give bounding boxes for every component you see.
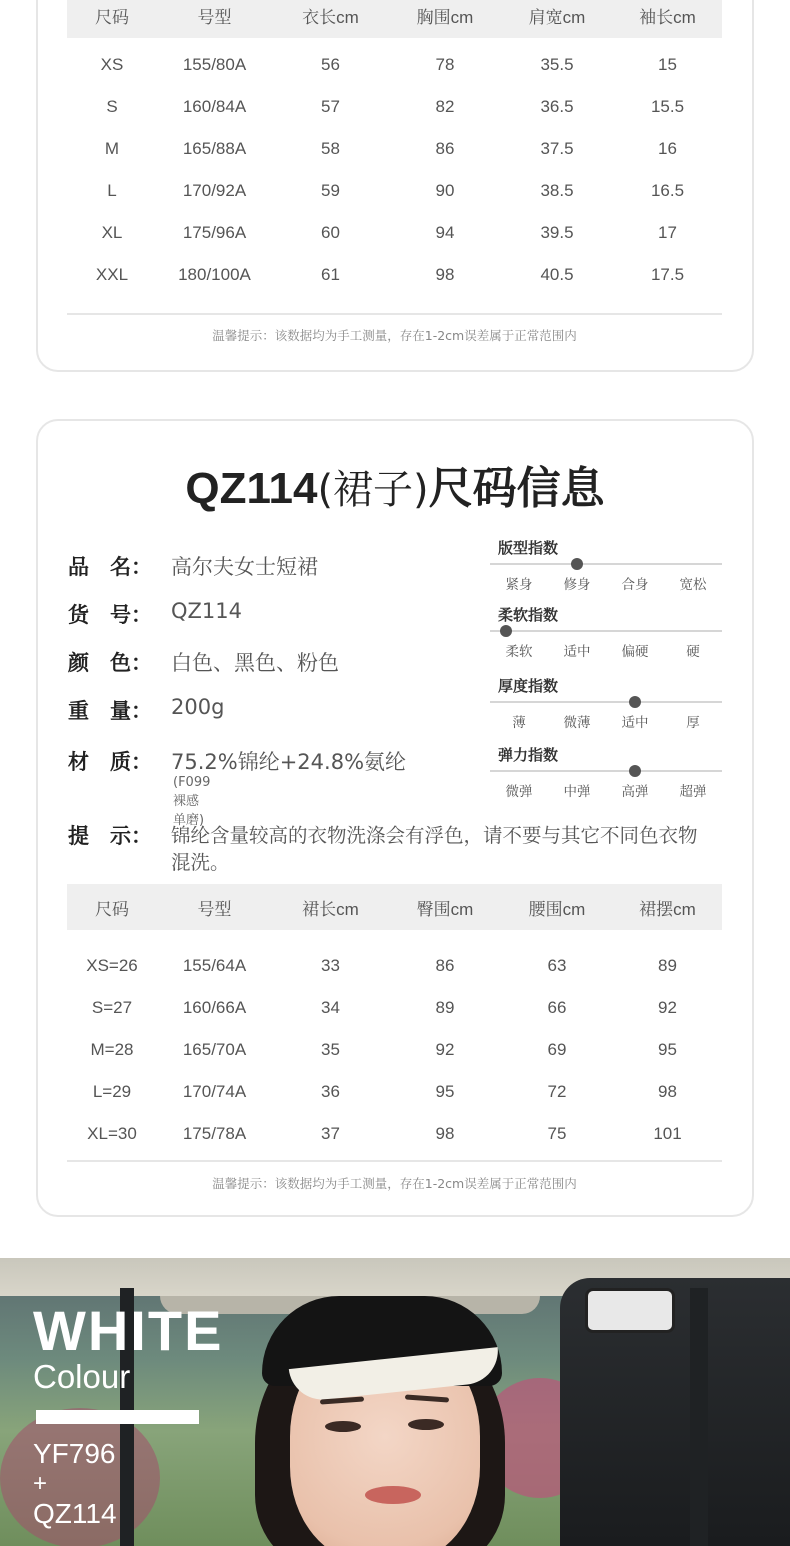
table-row [67, 170, 722, 212]
table-body [67, 38, 722, 296]
table-row [67, 987, 722, 1029]
table-cell: 98 [435, 1124, 455, 1143]
table-cell: 165/88A [182, 139, 247, 158]
table-cell: 58 [321, 139, 340, 158]
index-option: 合身 [621, 577, 649, 593]
table-cell: 101 [653, 1124, 682, 1143]
table-cell: 15 [658, 55, 677, 74]
info-value-line2: 混洗。 [171, 851, 230, 874]
table-row [67, 945, 722, 987]
table-row [67, 44, 722, 86]
table-cell: 39.5 [540, 223, 574, 242]
table-cell: 36.5 [540, 97, 574, 116]
table-cell: 37.5 [540, 139, 574, 158]
color-subtitle: Colour [33, 1358, 131, 1395]
index-indicator-dot [500, 625, 512, 637]
table-cell: 17 [658, 223, 677, 242]
table-cell: 170/92A [182, 181, 247, 200]
table-cell: S=27 [91, 998, 133, 1017]
table-cell: 15.5 [650, 97, 685, 116]
table-cell: 155/80A [182, 55, 247, 74]
table-cell: M=28 [90, 1040, 134, 1059]
measurement-note: 温馨提示：该数据均为手工测量，存在1-2cm误差属于正常范围内 [212, 328, 577, 343]
table-cell: 72 [547, 1082, 567, 1101]
table-cell: 35 [321, 1040, 340, 1059]
top-size-table [67, 0, 722, 296]
table-header [67, 0, 722, 38]
table-cell: 92 [658, 998, 677, 1017]
table-cell: 57 [321, 97, 340, 116]
table-row [67, 1071, 722, 1113]
column-header: 胸围cm [416, 7, 474, 27]
table-cell: 56 [321, 55, 340, 74]
index-title: 版型指数 [498, 539, 559, 557]
table-cell: S [106, 97, 118, 116]
table-cell: 61 [321, 265, 340, 284]
info-label: 颜 色： [68, 651, 152, 675]
info-label: 提 示： [68, 824, 152, 848]
table-cell: 66 [547, 998, 567, 1017]
index-indicator-dot [571, 558, 583, 570]
index-title: 厚度指数 [498, 677, 559, 695]
table-row [67, 128, 722, 170]
table-cell: 92 [435, 1040, 455, 1059]
product-code-top: YF796 [33, 1438, 116, 1469]
info-label: 品 名： [68, 555, 152, 579]
table-row [67, 1113, 722, 1155]
lips [365, 1486, 421, 1504]
table-cell: 170/74A [182, 1082, 247, 1101]
index-option: 中弹 [563, 784, 591, 800]
table-cell: 86 [435, 139, 455, 158]
table-cell: 59 [321, 181, 340, 200]
column-header: 裙长cm [302, 899, 359, 919]
product-code-skirt: QZ114 [33, 1498, 117, 1529]
table-cell: 180/100A [178, 265, 251, 284]
column-header: 臀围cm [416, 899, 474, 919]
index-option: 紧身 [505, 577, 533, 593]
table-body [67, 930, 722, 1155]
info-value: 白色、黑色、粉色 [171, 651, 339, 675]
cart-pole [690, 1288, 708, 1546]
plus-sign: + [33, 1470, 48, 1497]
column-header: 号型 [197, 7, 232, 27]
table-row [67, 86, 722, 128]
info-label: 货 号： [68, 603, 152, 627]
index-option: 超弹 [679, 784, 707, 800]
table-cell: 95 [435, 1082, 455, 1101]
index-option: 硬 [686, 644, 700, 660]
table-cell: L [107, 181, 117, 200]
index-option: 适中 [621, 715, 649, 731]
table-cell: 33 [321, 956, 340, 975]
info-value: 75.2%锦纶+24.8%氨纶 [171, 750, 407, 774]
table-cell: XL=30 [87, 1124, 137, 1143]
table-cell: 86 [435, 956, 455, 975]
table-cell: 78 [435, 55, 455, 74]
info-value: 高尔夫女士短裙 [171, 555, 318, 579]
index-option: 厚 [686, 715, 700, 731]
info-subvalue: (F099裸感单磨) [173, 775, 211, 828]
eye [325, 1421, 361, 1432]
info-label: 材 质： [68, 750, 152, 774]
table-cell: 160/84A [182, 97, 247, 116]
column-header: 袖长cm [639, 7, 696, 27]
column-header: 裙摆cm [639, 899, 696, 919]
table-cell: 37 [321, 1124, 340, 1143]
index-option: 薄 [512, 715, 526, 731]
index-scale-line [490, 563, 722, 565]
column-header: 尺码 [95, 899, 129, 919]
eye [408, 1419, 444, 1430]
info-value: QZ114 [171, 599, 242, 623]
title-code: QZ114 [185, 464, 318, 513]
table-cell: 36 [321, 1082, 340, 1101]
table-cell: 98 [435, 265, 455, 284]
index-scale-line [490, 630, 722, 632]
info-value: 锦纶含量较高的衣物洗涤会有浮色，请不要与其它不同色衣物 [171, 824, 698, 847]
measurement-note: 温馨提示：该数据均为手工测量，存在1-2cm误差属于正常范围内 [212, 1176, 577, 1191]
table-header [67, 884, 722, 930]
table-cell: XL [101, 223, 123, 242]
title-paren: (裙子) [317, 467, 429, 513]
column-header: 肩宽cm [528, 7, 586, 27]
index-option: 适中 [563, 644, 591, 660]
table-cell: 16.5 [650, 181, 685, 200]
divider [67, 1160, 722, 1162]
table-cell: XXL [95, 265, 129, 284]
mirror [585, 1288, 675, 1333]
color-title: WHITE [33, 1299, 224, 1362]
table-cell: 155/64A [182, 956, 247, 975]
accent-bar [36, 1410, 199, 1424]
table-row [67, 1029, 722, 1071]
table-cell: 89 [658, 956, 677, 975]
table-cell: 82 [435, 97, 455, 116]
index-scale-line [490, 701, 722, 703]
divider [67, 313, 722, 315]
table-cell: 40.5 [540, 265, 574, 284]
table-cell: 175/78A [182, 1124, 247, 1143]
title-main: 尺码信息 [428, 463, 605, 514]
table-cell: 89 [435, 998, 455, 1017]
table-cell: 34 [321, 998, 340, 1017]
index-option: 柔软 [505, 644, 533, 660]
table-cell: 63 [547, 956, 567, 975]
column-header: 腰围cm [528, 899, 586, 919]
table-cell: XS=26 [86, 956, 138, 975]
column-header: 号型 [197, 899, 232, 919]
info-label: 重 量： [68, 699, 152, 723]
index-option: 高弹 [621, 784, 649, 800]
table-cell: 98 [658, 1082, 677, 1101]
table-cell: 90 [435, 181, 455, 200]
table-cell: 94 [435, 223, 455, 242]
table-cell: 165/70A [182, 1040, 247, 1059]
table-cell: 160/66A [182, 998, 247, 1017]
index-indicator-dot [629, 696, 641, 708]
info-value: 200g [171, 695, 225, 719]
index-option: 修身 [563, 577, 591, 593]
table-cell: 35.5 [540, 55, 574, 74]
table-cell: 16 [658, 139, 677, 158]
table-cell: 95 [658, 1040, 677, 1059]
table-row [67, 254, 722, 296]
column-header: 尺码 [95, 7, 129, 27]
table-cell: XS [100, 55, 124, 74]
column-header: 衣长cm [302, 7, 359, 27]
index-option: 宽松 [679, 577, 707, 593]
table-cell: 75 [547, 1124, 567, 1143]
index-indicator-dot [629, 765, 641, 777]
index-option: 微弹 [505, 784, 533, 800]
table-cell: 38.5 [540, 181, 574, 200]
table-cell: 17.5 [650, 265, 685, 284]
skirt-size-table [67, 884, 722, 1155]
index-title: 弹力指数 [498, 746, 559, 764]
index-title: 柔软指数 [498, 606, 559, 624]
table-cell: L=29 [92, 1082, 132, 1101]
index-option: 微薄 [563, 715, 591, 731]
table-cell: M [104, 139, 120, 158]
table-cell: 69 [547, 1040, 567, 1059]
page-title [0, 452, 790, 516]
table-row [67, 212, 722, 254]
index-scale-line [490, 770, 722, 772]
table-cell: 60 [321, 223, 340, 242]
index-option: 偏硬 [621, 644, 649, 660]
table-cell: 175/96A [182, 223, 247, 242]
